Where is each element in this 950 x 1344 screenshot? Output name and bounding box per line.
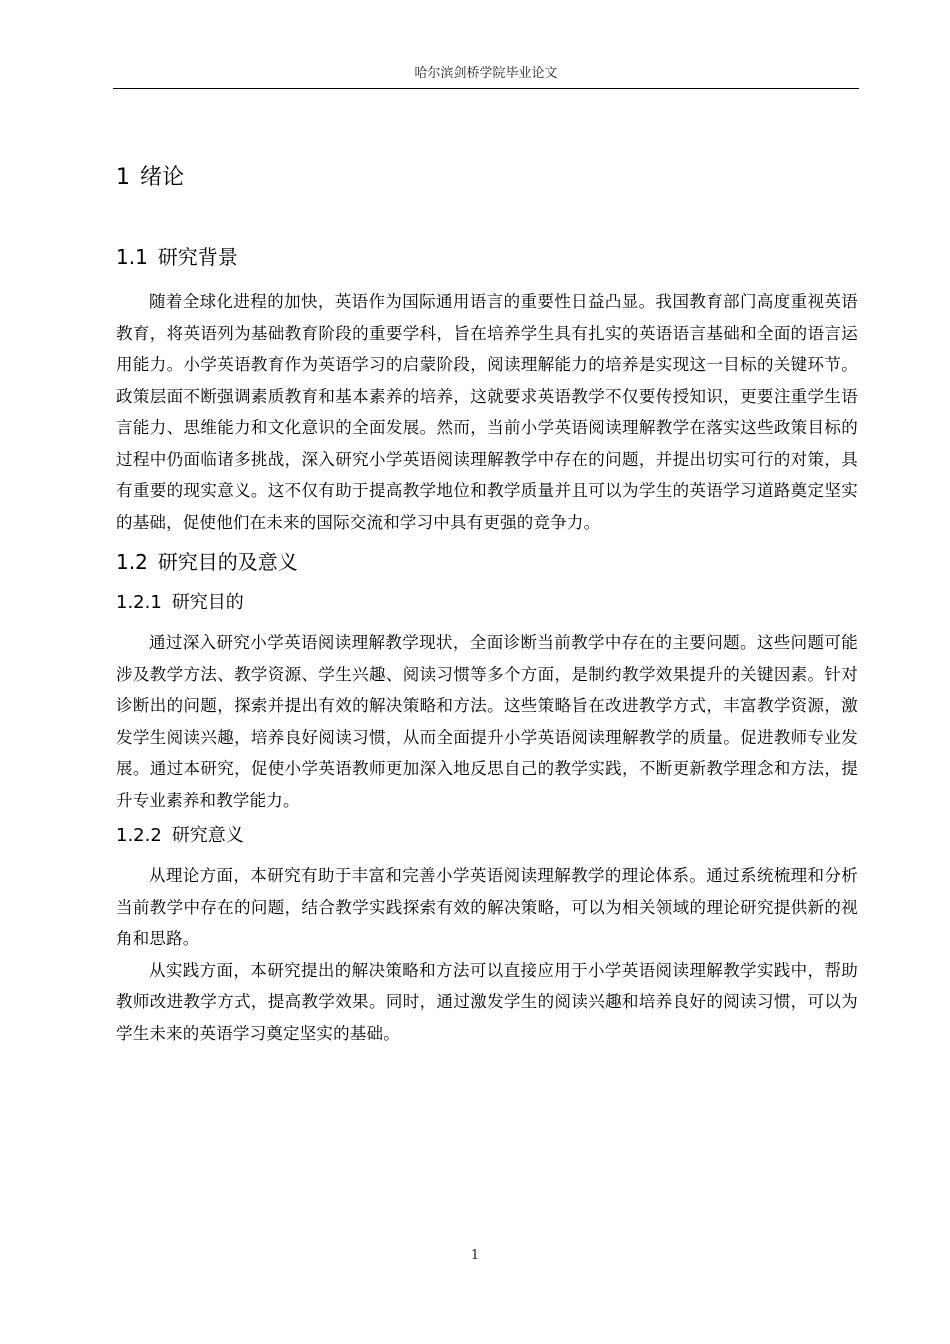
header-divider (113, 88, 859, 89)
section-heading-1-1 (116, 240, 858, 274)
purpose-paragraph: 通过深入研究小学英语阅读理解教学现状，全面诊断当前教学中存在的主要问题。这些问题可能涉及教学方法、教学资源、学生兴趣、阅读习惯等多个方面，是制约教学效果提升的关键因素。针对诊断出的问题，探索并提出有效的解决策略和方法。这些策略旨在改进教学方式，丰富教学资源，激发学生阅读兴趣，培养良好阅读习惯，从而全面提升小学英语阅读理解教学的质量。促进教师专业发展。通过本研究，促使小学英语教师更加深入地反思自己的教学实践，不断更新教学理念和方法，提升专业素养和教学能力。 (116, 633, 858, 810)
page-content (116, 160, 858, 1049)
chapter-number: 1 (116, 165, 130, 190)
page-header: 哈尔滨剑桥学院毕业论文 (414, 66, 558, 81)
subsection-heading-1-2-2 (116, 820, 858, 852)
chapter-heading (116, 160, 858, 196)
significance-paragraph-theory: 从理论方面，本研究有助于丰富和完善小学英语阅读理解教学的理论体系。通过系统梳理和分析当前教学中存在的问题，结合教学实践探索有效的解决策略，可以为相关领域的理论研究提供新的视角和思路。 (116, 866, 858, 948)
subsection-title: 研究意义 (171, 825, 244, 846)
subsection-heading-1-2-1 (116, 587, 858, 619)
subsection-number: 1.2.1 (116, 592, 162, 613)
background-paragraph: 随着全球化进程的加快，英语作为国际通用语言的重要性日益凸显。我国教育部门高度重视英语教育，将英语列为基础教育阶段的重要学科，旨在培养学生具有扎实的英语语言基础和全面的语言运用能力。小学英语教育作为英语学习的启蒙阶段，阅读理解能力的培养是实现这一目标的关键环节。政策层面不断强调素质教育和基本素养的培养，这就要求英语教学不仅要传授知识，更要注重学生语言能力、思维能力和文化意识的全面发展。然而，当前小学英语阅读理解教学在落实这些政策目标的过程中仍面临诸多挑战，深入研究小学英语阅读理解教学中存在的问题，并提出切实可行的对策，具有重要的现实意义。这不仅有助于提高教学地位和教学质量并且可以为学生的英语学习道路奠定坚实的基础，促使他们在未来的国际交流和学习中具有更强的竞争力。 (116, 292, 858, 532)
section-number: 1.1 (116, 245, 148, 269)
section-number: 1.2 (116, 550, 148, 574)
significance-paragraph-practice: 从实践方面，本研究提出的解决策略和方法可以直接应用于小学英语阅读理解教学实践中，帮助教师改进教学方式，提高教学效果。同时，通过激发学生的阅读兴趣和培养良好的阅读习惯，可以为学生未来的英语学习奠定坚实的基础。 (116, 960, 858, 1043)
section-heading-1-2 (116, 545, 858, 579)
section-title: 研究目的及意义 (157, 550, 298, 574)
subsection-number: 1.2.2 (116, 825, 162, 846)
subsection-title: 研究目的 (171, 592, 244, 613)
chapter-title: 绪论 (140, 165, 185, 190)
page-number: 1 (470, 1248, 480, 1263)
section-title: 研究背景 (157, 245, 238, 269)
